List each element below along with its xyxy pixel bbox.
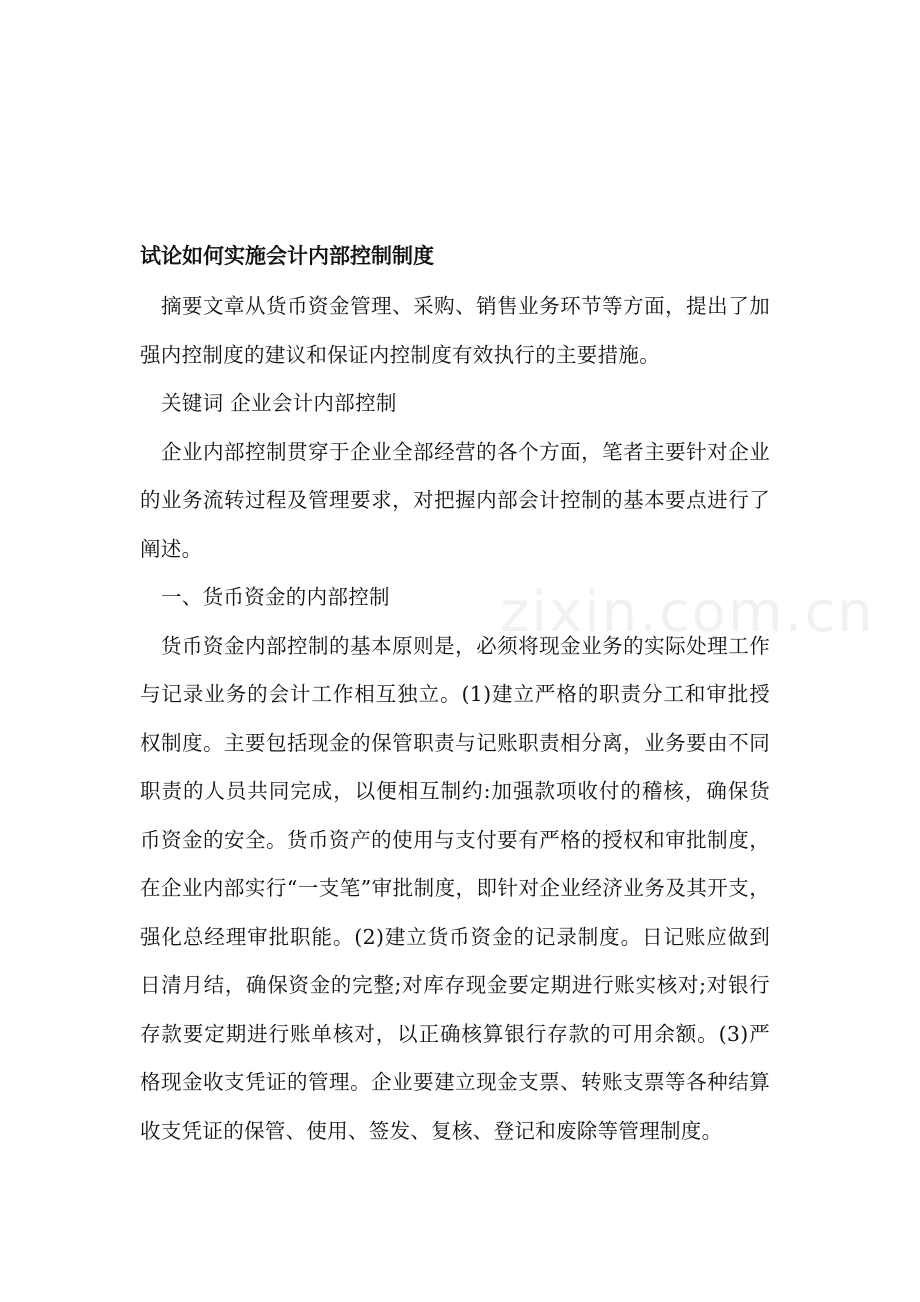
- watermark: zixin.com.cn: [500, 580, 875, 645]
- intro-paragraph: 企业内部控制贯穿于企业全部经营的各个方面，笔者主要针对企业的业务流转过程及管理要求，对把握内部会计控制的基本要点进行了阐述。: [140, 439, 770, 561]
- document-title: 试论如何实施会计内部控制制度: [140, 244, 434, 268]
- keywords-paragraph: 关键词 企业会计内部控制: [161, 391, 397, 415]
- section-body: 货币资金内部控制的基本原则是，必须将现金业务的实际处理工作与记录业务的会计工作相互独立。(1)建立严格的职责分工和审批授权制度。主要包括现金的保管职责与记账职责相分离，业务要由不同职责的人员共同完成，以便相互制约:加强款项收付的稽核，确保货币资金的安全。货币资产的使用与支付要有严格的授权和审批制度，在企业内部实行“一支笔”审批制度，即针对企业经济业务及其开支，强化总经理审批职能。(2)建立货币资金的记录制度。日记账应做到日清月结，确保资金的完整;对库存现金要定期进行账实核对;对银行存款要定期进行账单核对，以正确核算银行存款的可用余额。(3)严格现金收支凭证的管理。企业要建立现金支票、转账支票等各种结算收支凭证的保管、使用、签发、复核、登记和废除等管理制度。: [140, 633, 770, 1143]
- document-page: [140, 236, 770, 1155]
- section-heading: 一、货币资金的内部控制: [161, 585, 390, 609]
- abstract-paragraph: 摘要文章从货币资金管理、采购、销售业务环节等方面，提出了加强内控制度的建议和保证内控制度有效执行的主要措施。: [140, 294, 770, 367]
